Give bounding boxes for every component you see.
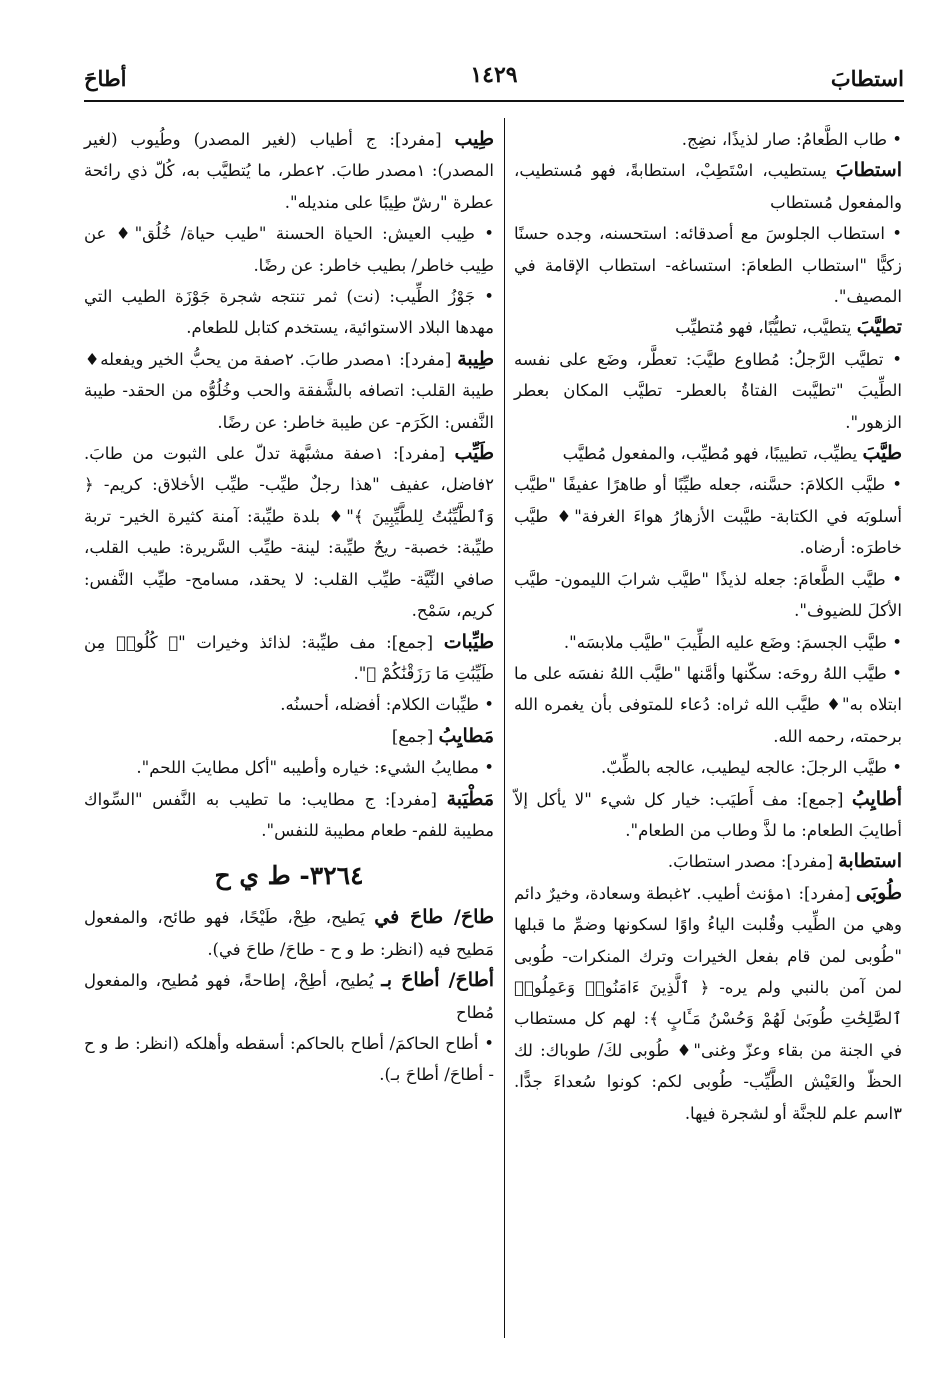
dictionary-entry <box>514 564 902 627</box>
dictionary-entry <box>514 658 902 752</box>
dictionary-entry <box>84 281 494 344</box>
dictionary-entry <box>84 752 494 783</box>
right-column <box>514 124 902 1129</box>
dictionary-entry <box>514 438 902 469</box>
entry-headword: أطايِبُ <box>851 787 902 810</box>
dictionary-entry <box>84 965 494 1028</box>
entry-text: يُطيح، أطِحْ، إطاحةً، فهو مُطيح، والمفعول مُطاح <box>84 971 494 1022</box>
entry-headword: استطابَ <box>835 159 902 182</box>
header-rule <box>84 100 904 102</box>
entry-text: • طيَّب الكلامَ: حسَّنه، جعله طيِّبًا أو طاهرًا عفيفًا "طيَّب أسلوبَه في الكتابة- طيَّبت الأزهارُ هواءَ الغرفة"♦ طيَّب خاطرَه: أرضاه. <box>514 475 902 558</box>
entry-text: [مفرد]: ١مصدر طابَ. ٢صفة من يحبُّ الخير ويفعله♦ طيبة القلب: اتصافه بالشَّفقة والحب وخُلُوُّه من الحقد- طيبة النَّفس: الكَرَم- عن طيبة خاطر: عن رضًا. <box>84 349 494 432</box>
entry-text: • جَوْزُ الطِّيب: (نت) ثمر تنتجه شجرة جَوْزَة الطيب التي مهدها البلاد الاستوائية، يستخدم كتابل للطعام. <box>84 287 494 338</box>
dictionary-entry <box>514 752 902 783</box>
header-guide-word-right: استطابَ <box>830 66 904 91</box>
entry-text: [مفرد]: ١مؤنث أطيب. ٢غبطة وسعادة، وخيرٌ دائم وهي من الطِّيب وقُلبت الياءُ واوًا لسكونها وضمِّ ما قبلها "طُوبى لمن قام بفعل الخيرات وترك المنكرات- طُوبى لمن آمن بالنبي ولم يره- ﴿ ٱلَّذِينَ ءَامَنُوا۟ وَعَمِلُوا۟ ٱلصَّٰلِحَٰتِ طُوبَىٰ لَهُمْ وَحُسْنُ مَـَٔابٍ ﴾: لهم كل مستطاب في الجنة من بقاء وعزّ وغنى"♦ طُوبى لكَ/ طوباك: لك الحظّ والعَيْش الطَّيِّب- طُوبى لكم: كونوا سُعداءَ جدًّا. ٣اسم علم للجنَّة أو لشجرة فيها. <box>514 883 902 1123</box>
entry-headword: أطاحَ/ أطاحَ بـ <box>381 969 494 992</box>
entry-text: • طيَّب الجسمَ: وضَع عليه الطِّيبَ "طيَّب ملابسَه". <box>563 632 902 652</box>
entry-headword: مَطايِبُ <box>438 724 494 747</box>
left-column <box>84 124 494 1091</box>
entry-text: • طيَّب الرجلَ: عالجه ليطيب، عالجه بالطِّبّ. <box>601 758 902 778</box>
entry-headword: طيِّبات <box>443 630 494 653</box>
entry-headword: طِيب <box>454 128 494 150</box>
entry-headword: استطابة <box>838 850 902 873</box>
dictionary-entry <box>514 218 902 312</box>
dictionary-entry <box>514 469 902 563</box>
entry-text: يستطيب، اسْتَطِبْ، استطابةً، فهو مُستطيب، والمفعول مُستطاب <box>514 161 902 212</box>
entry-text: • طيَّب الطَّعامَ: جعله لذيذًا "طيَّب شرابَ الليمون- طيَّب الأكلَ للضيوف". <box>514 569 902 621</box>
dictionary-entry <box>514 124 902 155</box>
entry-text: [مفرد]: مصدر استطابَ. <box>667 852 839 872</box>
entry-text: [مفرد]: ج مطايب: ما تطيب به النَّفس "السِّواك مطيبة للفم- طعام مطيبة للنفس". <box>84 789 494 840</box>
root-section-heading: ٣٢٦٤- ط ي ح <box>214 861 364 891</box>
entry-headword: مَطْيَبة <box>446 787 494 810</box>
entry-text: [جمع] <box>391 726 439 746</box>
entry-text: يطيِّب، تطييبًا، فهو مُطيِّب، والمفعول مُطيَّب <box>562 444 863 464</box>
entry-text: • تطيَّب الرَّجلُ: مُطاوع طيَّبَ: تعطَّر، وضَع على نفسه الطِّيبَ "تطيَّبت الفتاةُ بالعطر- تطيَّب المكان بعطر الزهور". <box>514 349 902 432</box>
entry-text: [جمع]: مف طيِّبة: لذائذ وخيرات "﴿ كُلُوا۟ مِن طَيِّبَٰتِ مَا رَزَقْنَٰكُمْ ﴾". <box>84 632 494 683</box>
dictionary-entry <box>514 627 902 658</box>
entry-text: [جمع]: مف أَطيَب: خيار كل شيء "لا يأكل إلاّ أطايبَ الطعام: ما لذَّ وطاب من الطعام". <box>514 789 902 840</box>
entry-text: • طاب الطَّعامُ: صار لذيذًا، نضِج. <box>681 130 902 149</box>
dictionary-entry <box>514 155 902 218</box>
entry-text: [مفرد]: ١صفة مشبَّهة تدلّ على الثبوت من طابَ. ٢فاضل، عفيف "هذا رجلٌ طيِّب- طيِّب الأخلاق: كريم- ﴿ وَٱلطَّيِّبَٰتُ لِلطَّيِّبِينَ ﴾"♦ بلدة طيِّبة: آمنة كثيرة الخير- تربة طيِّبة: خصبة- ريحٌ طيِّبة: لينة- طيِّب السَّريرة: طيب القلب، صافي النِّيَّة- طيِّب القلب: لا يحقد، مسامح- طيِّب النَّفس: كريم، سَمْح. <box>84 444 494 621</box>
entry-text: • طيَّب اللهُ روحَه: سكّنها وأمَّنها "طيَّب اللهُ نفسَه على ما ابتلاه به"♦ طيَّب الله ثراه: دُعاء للمتوفى بأن يغمره الله برحمته، رحمه الله. <box>514 663 902 746</box>
entry-headword: تطيَّبَ <box>856 316 902 339</box>
entry-text: • مطايبُ الشيء: خياره وأطيبه "أكل مطايبَ اللحم". <box>136 758 494 778</box>
page-header <box>84 60 904 96</box>
entry-headword: طِيبة <box>457 347 495 370</box>
dictionary-entry <box>514 344 902 438</box>
entry-text: • طيِّبات الكلام: أفضله، أحسنُه. <box>280 695 494 715</box>
dictionary-entry <box>84 1028 494 1091</box>
entry-headword: طَيِّب <box>454 442 494 465</box>
dictionary-entry <box>84 438 494 626</box>
dictionary-entry <box>84 124 494 218</box>
dictionary-entry <box>514 784 902 847</box>
dictionary-entry <box>84 344 494 438</box>
dictionary-entry <box>84 902 494 965</box>
dictionary-entry <box>84 721 494 752</box>
entry-headword: طيَّبَ <box>862 442 902 465</box>
entry-text: • استطاب الجلوسَ مع أصدقائه: استحسنه، وجده حسنًا زكيًّا "استطاب الطعامَ: استساغه- استطاب الإقامة في المصيف". <box>514 224 902 307</box>
dictionary-entry <box>84 689 494 720</box>
entry-text: • أطاح الحاكمَ/ أطاح بالحاكم: أسقطه وأهلكه (انظر: ط و ح - أطاحَ/ أطاحَ بـ). <box>84 1033 494 1085</box>
entry-text: يَطيح، طِحْ، طَيْحًا، فهو طائح، والمفعول مَطيح فيه (انظر: ط و ح - طاحَ/ طاحَ في). <box>84 908 494 959</box>
header-guide-word-left: أطاحَ <box>84 66 127 91</box>
entry-text: • طِيب العيش: الحياة الحسنة "طيب حياة/ خُلُق"♦ عن طِيب خاطر/ بطيب خاطر: عن رضًا. <box>84 224 494 275</box>
dictionary-entry <box>514 312 902 343</box>
dictionary-entry <box>514 846 902 877</box>
entry-headword: طُوبَى <box>855 881 903 904</box>
dictionary-entry <box>514 878 902 1129</box>
dictionary-entry <box>84 784 494 847</box>
dictionary-entry <box>84 627 494 690</box>
entry-headword: طاحَ/ طاحَ في <box>374 906 494 929</box>
entry-text: [مفرد]: ج أطياب (لغير المصدر) وطُيوب (لغير المصدر): ١مصدر طابَ. ٢عطر، ما يُتطيَّب به، كُلّ ذي رائحة عطرة "رشّ طِيبًا على منديله". <box>84 130 495 212</box>
entry-text: يتطيَّب، تطيُّبًا، فهو مُتطيِّب <box>675 318 857 338</box>
dictionary-entry <box>84 218 494 281</box>
column-divider <box>504 118 505 1338</box>
page-number: ١٤٢٩ <box>470 62 518 88</box>
